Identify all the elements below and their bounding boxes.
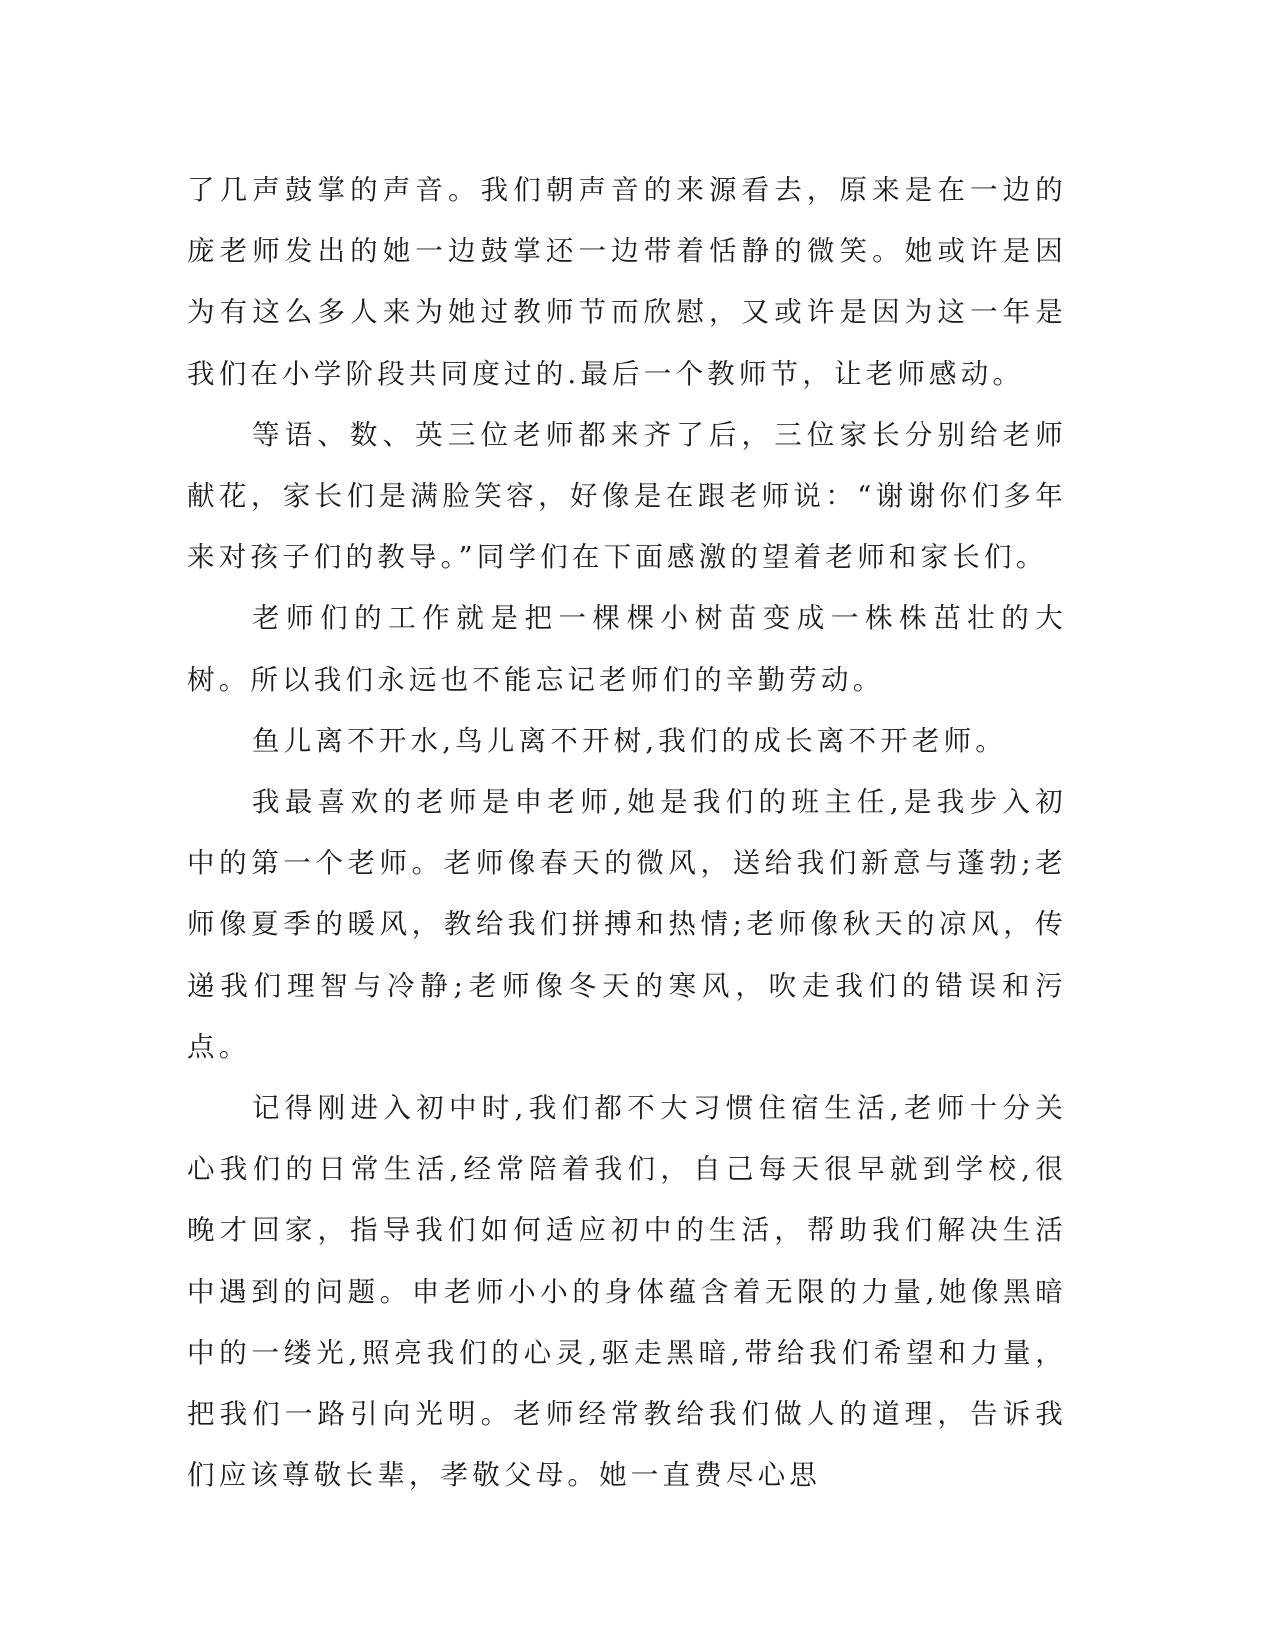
body-text bbox=[187, 160, 1067, 1506]
paragraph-5: 我最喜欢的老师是申老师,她是我们的班主任,是我步入初中的第一个老师。老师像春天的微风，送给我们新意与蓬勃;老师像夏季的暖风，教给我们拼搏和热情;老师像秋天的凉风，传递我们理智与冷静;老师像冬天的寒风，吹走我们的错误和污点。 bbox=[187, 786, 1067, 1063]
paragraph-6: 记得刚进入初中时,我们都不大习惯住宿生活,老师十分关心我们的日常生活,经常陪着我们，自己每天很早就到学校,很晚才回家，指导我们如何适应初中的生活，帮助我们解决生活中遇到的问题。申老师小小的身体蕴含着无限的力量,她像黑暗中的一缕光,照亮我们的心灵,驱走黑暗,带给我们希望和力量，把我们一路引向光明。老师经常教给我们做人的道理，告诉我们应该尊敬长辈，孝敬父母。她一直费尽心思 bbox=[187, 1092, 1067, 1492]
paragraph-2: 等语、数、英三位老师都来齐了后，三位家长分别给老师献花，家长们是满脸笑容，好像是在跟老师说：“谢谢你们多年来对孩子们的教导。”同学们在下面感激的望着老师和家长们。 bbox=[187, 418, 1067, 574]
paragraph-3: 老师们的工作就是把一棵棵小树苗变成一株株茁壮的大树。所以我们永远也不能忘记老师们的辛勤劳动。 bbox=[187, 602, 1067, 696]
paragraph-1: 了几声鼓掌的声音。我们朝声音的来源看去，原来是在一边的庞老师发出的她一边鼓掌还一边带着恬静的微笑。她或许是因为有这么多人来为她过教师节而欣慰，又或许是因为这一年是我们在小学阶段共同度过的.最后一个教师节，让老师感动。 bbox=[187, 174, 1067, 390]
paragraph-4: 鱼儿离不开水,鸟儿离不开树,我们的成长离不开老师。 bbox=[252, 724, 1007, 757]
